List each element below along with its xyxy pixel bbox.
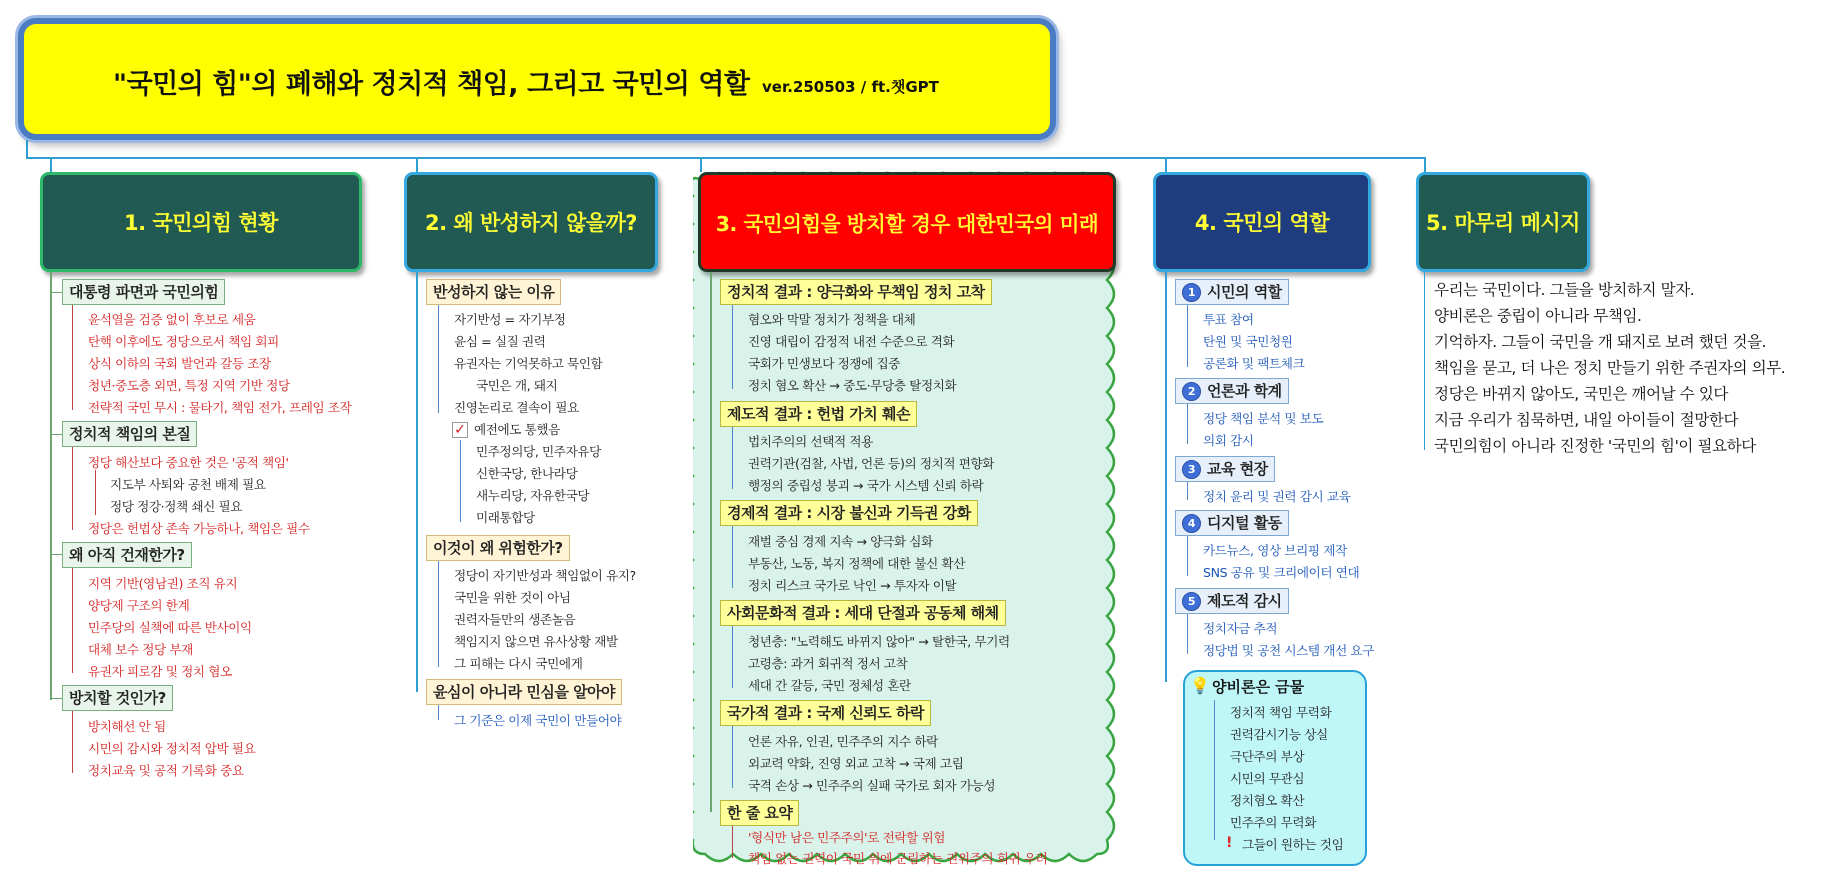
list-item: 국격 손상 → 민주주의 실패 국가로 회자 가능성 bbox=[748, 778, 996, 793]
col3-group-3: 경제적 결과 : 시장 불신과 기득권 강화 bbox=[720, 500, 978, 526]
group-label: 디지털 활동 bbox=[1207, 514, 1282, 532]
list-item: 국민을 위한 것이 아님 bbox=[454, 590, 571, 605]
list-item: 정치 리스크 국가로 낙인 → 투자자 이탈 bbox=[748, 578, 957, 593]
header-col5: 5. 마무리 메시지 bbox=[1416, 172, 1590, 272]
connector bbox=[50, 157, 52, 172]
col3-group-5: 국가적 결과 : 국제 신뢰도 하락 bbox=[720, 700, 931, 726]
col3-group-2: 제도적 결과 : 헌법 가치 훼손 bbox=[720, 401, 917, 427]
list-item: 진영 대립이 감정적 내전 수준으로 격화 bbox=[748, 334, 955, 349]
connector bbox=[1165, 272, 1167, 682]
list-item: 재벌 중심 경제 지속 → 양극화 심화 bbox=[748, 534, 933, 549]
list-item: 민주당의 실책에 따른 반사이익 bbox=[88, 620, 252, 635]
connector bbox=[416, 157, 418, 172]
number-4-icon: 4 bbox=[1182, 514, 1201, 533]
list-item: 그들이 원하는 것임 bbox=[1242, 837, 1344, 852]
list-item: 정당 책임 분석 및 보도 bbox=[1203, 411, 1324, 426]
list-item: 권력기관(검찰, 사법, 언론 등)의 정치적 편향화 bbox=[748, 456, 995, 471]
list-item: 행정의 중립성 붕괴 → 국가 시스템 신뢰 하락 bbox=[748, 478, 984, 493]
connector bbox=[1424, 272, 1425, 450]
list-item: 그 기준은 이제 국민이 만들어야 bbox=[454, 713, 622, 728]
connector bbox=[416, 272, 418, 692]
list-item: 국민은 개, 돼지 bbox=[476, 378, 558, 393]
list-item: 진영논리로 결속이 필요 bbox=[454, 400, 579, 415]
group-label: 교육 현장 bbox=[1207, 460, 1268, 478]
col1-group-4: 방치할 것인가? bbox=[62, 685, 173, 711]
list-item: 카드뉴스, 영상 브리핑 제작 bbox=[1203, 543, 1347, 558]
message-item: 국민의힘이 아니라 진정한 '국민의 힘'이 필요하다 bbox=[1434, 437, 1756, 455]
list-item: 새누리당, 자유한국당 bbox=[476, 488, 590, 503]
list-item: 권력감시기능 상실 bbox=[1230, 727, 1328, 742]
header-col1: 1. 국민의힘 현황 bbox=[40, 172, 362, 272]
number-5-icon: 5 bbox=[1182, 592, 1201, 611]
connector bbox=[26, 157, 1426, 159]
list-item: 예전에도 통했음 bbox=[474, 422, 560, 437]
list-item: 양당제 구조의 한계 bbox=[88, 598, 190, 613]
list-item: 투표 참여 bbox=[1203, 312, 1254, 327]
group-label: 시민의 역할 bbox=[1207, 283, 1282, 301]
list-item: 혐오와 막말 정치가 정책을 대체 bbox=[748, 312, 916, 327]
col2-group-2: 이것이 왜 위험한가? bbox=[426, 535, 570, 561]
exclamation-icon: ! bbox=[1226, 835, 1233, 851]
list-item: 책임지지 않으면 유사상황 재발 bbox=[454, 634, 618, 649]
list-item: 시민의 감시와 정치적 압박 필요 bbox=[88, 741, 256, 756]
list-item: 법치주의의 선택적 적용 bbox=[748, 434, 873, 449]
group-label: 언론과 학계 bbox=[1207, 382, 1282, 400]
list-item: 정치혐오 확산 bbox=[1230, 793, 1305, 808]
connector bbox=[1165, 157, 1167, 172]
col3-group-4: 사회문화적 결과 : 세대 단절과 공동체 해체 bbox=[720, 600, 1006, 626]
list-item: 그 피해는 다시 국민에게 bbox=[454, 656, 583, 671]
list-item: 정치 혐오 확산 → 중도·무당층 탈정치화 bbox=[748, 378, 957, 393]
checkbox-icon: ✓ bbox=[452, 422, 468, 438]
list-item: 정치교육 및 공적 기록화 중요 bbox=[88, 763, 244, 778]
col4-group-3 bbox=[1175, 456, 1275, 482]
list-item: 정치적 책임 무력화 bbox=[1230, 705, 1332, 720]
list-item: 정당은 헌법상 존속 가능하나, 책임은 필수 bbox=[88, 521, 310, 536]
list-item: 시민의 무관심 bbox=[1230, 771, 1305, 786]
list-item: 부동산, 노동, 복지 정책에 대한 불신 확산 bbox=[748, 556, 966, 571]
list-item: SNS 공유 및 크리에이터 연대 bbox=[1203, 565, 1360, 580]
col4-group-1 bbox=[1175, 279, 1289, 305]
message-item: 정당은 바뀌지 않아도, 국민은 깨어날 수 있다 bbox=[1434, 385, 1729, 403]
list-item: 유권자는 기억못하고 묵인함 bbox=[454, 356, 603, 371]
list-item: 방치해선 안 됨 bbox=[88, 719, 166, 734]
col2-group-3: 윤심이 아니라 민심을 알아야 bbox=[426, 679, 622, 705]
list-item: 탄핵 이후에도 정당으로서 책임 회피 bbox=[88, 334, 279, 349]
connector bbox=[26, 140, 28, 158]
list-item: 의회 감시 bbox=[1203, 433, 1254, 448]
list-item: 언론 자유, 인권, 민주주의 지수 하락 bbox=[748, 734, 938, 749]
number-1-icon: 1 bbox=[1182, 283, 1201, 302]
list-item: 정당 해산보다 중요한 것은 '공적 책임' bbox=[88, 455, 289, 470]
list-item: 전략적 국민 무시 : 물타기, 책임 전가, 프레임 조작 bbox=[88, 400, 352, 415]
connector bbox=[1424, 157, 1426, 172]
list-item: 책임 없는 권력이 국민 위에 군림하는 권위주의 회귀 우려 bbox=[748, 851, 1048, 866]
callout-title: 양비론은 금물 bbox=[1212, 678, 1305, 696]
list-item: 윤석열을 검증 없이 후보로 세움 bbox=[88, 312, 256, 327]
list-item: 지도부 사퇴와 공천 배제 필요 bbox=[110, 477, 266, 492]
col2-group-1: 반성하지 않는 이유 bbox=[426, 279, 561, 305]
list-item: 상식 이하의 국회 발언과 갈등 조장 bbox=[88, 356, 271, 371]
list-item: 청년·중도층 외면, 특정 지역 기반 정당 bbox=[88, 378, 290, 393]
list-item: 유권자 피로감 및 정치 혐오 bbox=[88, 664, 232, 679]
message-item: 책임을 묻고, 더 나은 정치 만들기 위한 주권자의 의무. bbox=[1434, 359, 1786, 377]
version-label: ver.250503 / ft.챗GPT bbox=[762, 78, 939, 96]
list-item: 탄원 및 국민청원 bbox=[1203, 334, 1293, 349]
list-item: 고령층: 과거 회귀적 정서 고착 bbox=[748, 656, 908, 671]
list-item: '형식만 남은 민주주의'로 전락할 위험 bbox=[748, 830, 946, 845]
header-col2: 2. 왜 반성하지 않을까? bbox=[404, 172, 658, 272]
list-item: 민주주의 무력화 bbox=[1230, 815, 1316, 830]
message-item: 기억하자. 그들이 국민을 개 돼지로 보려 했던 것을. bbox=[1434, 333, 1767, 351]
number-3-icon: 3 bbox=[1182, 460, 1201, 479]
col1-group-2: 정치적 책임의 본질 bbox=[62, 421, 197, 447]
list-item: 대체 보수 정당 부재 bbox=[88, 642, 193, 657]
list-item: 청년층: "노력해도 바뀌지 않아" → 탈한국, 무기력 bbox=[748, 634, 1010, 649]
number-2-icon: 2 bbox=[1182, 382, 1201, 401]
list-item: 정당 정강·정책 쇄신 필요 bbox=[110, 499, 243, 514]
list-item: 정치자금 추적 bbox=[1203, 621, 1278, 636]
lightbulb-icon: 💡 bbox=[1190, 676, 1210, 695]
list-item: 정당법 및 공천 시스템 개선 요구 bbox=[1203, 643, 1374, 658]
header-col3: 3. 국민의힘을 방치할 경우 대한민국의 미래 bbox=[698, 172, 1116, 272]
col1-group-3: 왜 아직 건재한가? bbox=[62, 542, 192, 568]
list-item: 세대 간 갈등, 국민 정체성 혼란 bbox=[748, 678, 911, 693]
list-item: 극단주의 부상 bbox=[1230, 749, 1305, 764]
list-item: 윤심 = 실질 권력 bbox=[454, 334, 546, 349]
list-item: 권력자들만의 생존놀음 bbox=[454, 612, 576, 627]
message-item: 양비론은 중립이 아니라 무책임. bbox=[1434, 307, 1642, 325]
connector bbox=[710, 272, 712, 812]
col3-group-6: 한 줄 요약 bbox=[720, 800, 799, 826]
header-col4: 4. 국민의 역할 bbox=[1153, 172, 1371, 272]
list-item: 신한국당, 한나라당 bbox=[476, 466, 578, 481]
col4-group-4 bbox=[1175, 510, 1289, 536]
list-item: 자기반성 = 자기부정 bbox=[454, 312, 566, 327]
group-label: 제도적 감시 bbox=[1207, 592, 1282, 610]
message-item: 지금 우리가 침묵하면, 내일 아이들이 절망한다 bbox=[1434, 411, 1739, 429]
list-item: 지역 기반(영남권) 조직 유지 bbox=[88, 576, 238, 591]
connector bbox=[50, 272, 52, 700]
col4-group-2 bbox=[1175, 378, 1289, 404]
message-item: 우리는 국민이다. 그들을 방치하지 말자. bbox=[1434, 281, 1695, 299]
page-title: "국민의 힘"의 폐해와 정치적 책임, 그리고 국민의 역할 bbox=[113, 69, 750, 100]
col3-group-1: 정치적 결과 : 양극화와 무책임 정치 고착 bbox=[720, 279, 992, 305]
list-item: 국회가 민생보다 정쟁에 집중 bbox=[748, 356, 900, 371]
list-item: 정당이 자기반성과 책임없이 유지? bbox=[454, 568, 636, 583]
list-item: 정치 윤리 및 권력 감시 교육 bbox=[1203, 489, 1351, 504]
col4-group-5 bbox=[1175, 588, 1289, 614]
list-item: 공론화 및 팩트체크 bbox=[1203, 356, 1305, 371]
list-item: 민주정의당, 민주자유당 bbox=[476, 444, 601, 459]
list-item: 외교력 약화, 진영 외교 고착 → 국제 고립 bbox=[748, 756, 964, 771]
list-item: 미래통합당 bbox=[476, 510, 535, 525]
col1-group-1: 대통령 파면과 국민의힘 bbox=[62, 279, 225, 305]
